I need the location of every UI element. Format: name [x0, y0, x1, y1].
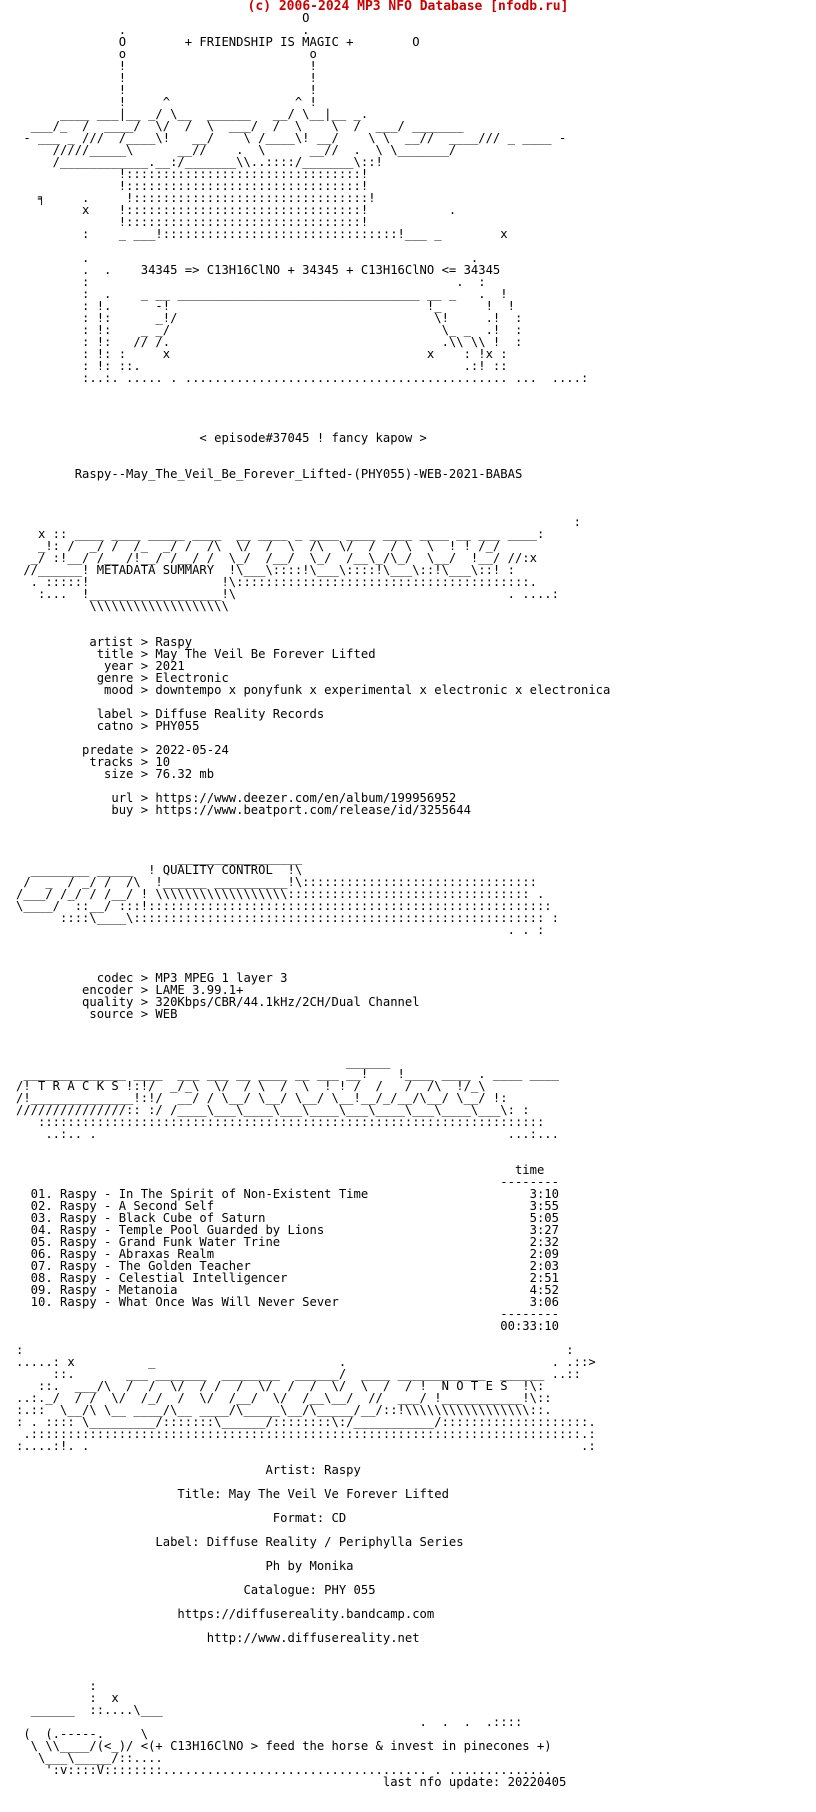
- nfo-line: : . _ __ _________________________________ __ _ . !: [16, 287, 508, 301]
- nfo-line: : !: ::. .:! ::: [16, 359, 508, 373]
- nfo-line: genre > Electronic: [16, 671, 229, 685]
- nfo-line: mood > downtempo x ponyfunk x experimental x electronic x electronica: [16, 683, 611, 697]
- nfo-line: ! ^ ^ !: [16, 95, 317, 109]
- nfo-line: url > https://www.deezer.com/en/album/199956952: [16, 791, 457, 805]
- nfo-line: : !: _ _/ \_ _ .! :: [16, 323, 523, 337]
- nfo-line: :.:: \__/\ \__ ____/\__ ____/\_____\__/\_____/__/::!\\\\\\\\\\\\\\\\\::.: [16, 1403, 552, 1417]
- nfo-line: ______: [16, 1055, 391, 1069]
- nfo-line: : !: : x x : !x :: [16, 347, 508, 361]
- nfo-line: //______! METADATA SUMMARY !\___\::::!\___\::::!\___\::!\___\::! :: [16, 563, 515, 577]
- site-header[interactable]: (c) 2006-2024 MP3 NFO Database [nfodb.ru]: [247, 0, 569, 14]
- nfo-line: . .: [16, 251, 479, 265]
- nfo-line: :... !__________________!\ . ....:: [16, 587, 559, 601]
- nfo-line: _!: / _/ / /_ _/ / /\ \/ / \ /\ \/ / / \ \ ! ! /_/: [16, 539, 508, 553]
- nfo-line: : . :::: \_________/:::::::\______/::::::::\:/___________/::::::::::::::::::::.: [16, 1415, 596, 1429]
- nfo-line: ( (.-----. \: [16, 1727, 149, 1741]
- nfo-line: /____________.__:/_______\\..::::/_______\::!: [16, 155, 383, 169]
- nfo-line: encoder > LAME 3.99.1+: [16, 983, 244, 997]
- nfo-line: : _ ___!::::::::::::::::::::::::::::::::!___ _ x: [16, 227, 508, 241]
- nfo-line: 07. Raspy - The Golden Teacher 2:03: [16, 1259, 559, 1273]
- nfo-line: ':v::::V::::::::.................................... . ..............: [16, 1763, 552, 1777]
- nfo-line: :..:. ..... . ............................................ ... ....:: [16, 371, 589, 385]
- nfo-line: year > 2021: [16, 659, 185, 673]
- nfo-line: last nfo update: 20220405: [16, 1775, 567, 1789]
- nfo-line: 04. Raspy - Temple Pool Guarded by Lions 3:27: [16, 1223, 559, 1237]
- nfo-line: \____/ ::__/ :::!:::::::::::::::::::::::::::::::::::::::::::::::::::::::: [16, 899, 552, 913]
- nfo-line: :: [16, 1679, 97, 1693]
- nfo-line: : !. -! !_ ! !: [16, 299, 515, 313]
- nfo-line: artist > Raspy: [16, 635, 193, 649]
- nfo-line: ______ ::....\___: [16, 1703, 163, 1717]
- nfo-line: ///////////////:: :/ /____\___\____\___\____\___\____\___\____\___\: :: [16, 1103, 530, 1117]
- nfo-line: _________________: [16, 851, 303, 865]
- nfo-line: . . 34345 => C13H16ClNO + 34345 + C13H16ClNO <= 34345: [16, 263, 501, 277]
- nfo-line: : . :: [16, 275, 486, 289]
- nfo-line: title > May The Veil Be Forever Lifted: [16, 647, 376, 661]
- nfo-line: http://www.diffusereality.net: [16, 1631, 420, 1645]
- nfo-line: ______________ ____ ___ ___ __ ____ __ ___ __! !____ ____ . ____ ____: [16, 1067, 559, 1081]
- nfo-line: - ___ _ /// /____\! __/ \ /____\! __/ \ \ __// ____/// _ ____ -: [16, 131, 567, 145]
- nfo-line: ! !: [16, 71, 317, 85]
- nfo-line: . . :: [16, 923, 545, 937]
- nfo-line: . . . .::::: [16, 1715, 523, 1729]
- nfo-line: O: [16, 11, 310, 25]
- nfo-line: x :: ____ ____ _____ ____ __ ____ _ ____ ____ ____ ____ __ ___ ____:: [16, 527, 545, 541]
- nfo-line: x !::::::::::::::::::::::::::::::::! .: [16, 203, 457, 217]
- nfo-line: .:::::::::::::::::::::::::::::::::::::::::::::::::::::::::::::::::::::::::::.:: [16, 1427, 596, 1441]
- nfo-line: _/ :!__/ /__ /!__/ /__/ / \_/ /__/ \_/ /__\_/\_/ \__/ !__/ //:x: [16, 551, 537, 565]
- nfo-line: \\\\\\\\\\\\\\\\\\\: [16, 599, 229, 613]
- nfo-line: O + FRIENDSHIP IS MAGIC + O: [16, 35, 420, 49]
- nfo-line: 06. Raspy - Abraxas Realm 2:09: [16, 1247, 559, 1261]
- nfo-line: .....: x _ . . .::>: [16, 1355, 596, 1369]
- nfo-line: : x: [16, 1691, 119, 1705]
- nfo-line: tracks > 10: [16, 755, 171, 769]
- nfo-line: 09. Raspy - Metanoia 4:52: [16, 1283, 559, 1297]
- nfo-line: 01. Raspy - In The Spirit of Non-Existent Time 3:10: [16, 1187, 559, 1201]
- nfo-line: :....:!. . .:: [16, 1439, 596, 1453]
- nfo-line: 00:33:10: [16, 1319, 559, 1333]
- nfo-line: 08. Raspy - Celestial Intelligencer 2:51: [16, 1271, 559, 1285]
- nfo-line: : :: [16, 1343, 574, 1357]
- nfo-ascii-art: [16, 12, 610, 1788]
- nfo-line: \___\_____/::....: [16, 1751, 530, 1765]
- nfo-line: /!______________!:!/ __/ / \__/ \__/ \__/ \__!__/_/__/\__/ \__/ !:: [16, 1091, 508, 1105]
- nfo-line: quality > 320Kbps/CBR/44.1kHz/2CH/Dual Channel: [16, 995, 420, 1009]
- nfo-line: Label: Diffuse Reality / Periphylla Series: [16, 1535, 464, 1549]
- nfo-line: ___/_ / ____/ \/ / \ ___/ / \ \ / ___/ _______: [16, 119, 464, 133]
- nfo-line: size > 76.32 mb: [16, 767, 215, 781]
- nfo-line: :::::::::::::::::::::::::::::::::::::::::::::::::::::::::::::::::::::: [16, 1115, 545, 1129]
- nfo-line: /! T R A C K S !:!/ _/_\ \/ / \ / \ ! ! / / / /\ !/_\: [16, 1079, 486, 1093]
- nfo-line: --------: [16, 1307, 559, 1321]
- nfo-line: < episode#37045 ! fancy kapow >: [16, 431, 427, 445]
- nfo-line: o o: [16, 47, 317, 61]
- nfo-line: Format: CD: [16, 1511, 347, 1525]
- nfo-line: Title: May The Veil Ve Forever Lifted: [16, 1487, 449, 1501]
- nfo-line: ..:.. . ...:...: [16, 1127, 559, 1141]
- nfo-line: /___/ /_/ / /__/ ! \\\\\\\\\\\\\\\\\\::::::::::::::::::::::::::::::::: .: [16, 887, 545, 901]
- nfo-line: ! !: [16, 83, 317, 97]
- nfo-line: : !: // /. .\\ \\ ! :: [16, 335, 523, 349]
- nfo-line: . :::::! !\::::::::::::::::::::::::::::::::::::::::.: [16, 575, 537, 589]
- nfo-line: Catalogue: PHY 055: [16, 1583, 376, 1597]
- nfo-line: Raspy--May_The_Veil_Be_Forever_Lifted-(PHY055)-WEB-2021-BABAS: [16, 467, 523, 481]
- nfo-line: 02. Raspy - A Second Self 3:55: [16, 1199, 559, 1213]
- nfo-line: Ph by Monika: [16, 1559, 354, 1573]
- nfo-line: ____ ___|__ _/ \__ ______ __/ \__|__ _.: [16, 107, 369, 121]
- nfo-line: source > WEB: [16, 1007, 178, 1021]
- nfo-line: buy > https://www.beatport.com/release/id/3255644: [16, 803, 471, 817]
- nfo-line: predate > 2022-05-24: [16, 743, 229, 757]
- nfo-line: ________ _____ ! QUALITY CONTROL !\: [16, 863, 303, 877]
- nfo-line: !::::::::::::::::::::::::::::::::!: [16, 215, 369, 229]
- nfo-line: --------: [16, 1175, 559, 1189]
- nfo-line: / _ / _/ / /\ !______ __________!\::::::::::::::::::::::::::::::::: [16, 875, 537, 889]
- nfo-line: !::::::::::::::::::::::::::::::::!: [16, 179, 369, 193]
- nfo-line: : !: _!/ \! .! :: [16, 311, 523, 325]
- nfo-line: :: [16, 515, 581, 529]
- nfo-line: !::::::::::::::::::::::::::::::::!: [16, 167, 369, 181]
- nfo-line: 10. Raspy - What Once Was Will Never Sever 3:06: [16, 1295, 559, 1309]
- nfo-line: https://diffusereality.bandcamp.com: [16, 1607, 435, 1621]
- nfo-line: ::. ___/\ / / \/ / / / \/ / / \/ \ / / ! N O T E S !\:: [16, 1379, 545, 1393]
- nfo-line: /////_____\ __// . \ __// . \ \_______/: [16, 143, 457, 157]
- nfo-line: 03. Raspy - Black Cube of Saturn 5:05: [16, 1211, 559, 1225]
- nfo-line: ::::\____\:::::::::::::::::::::::::::::::::::::::::::::::::::::::: :: [16, 911, 559, 925]
- nfo-line: . .: [16, 23, 310, 37]
- nfo-line: label > Diffuse Reality Records: [16, 707, 325, 721]
- nfo-line: Artist: Raspy: [16, 1463, 361, 1477]
- nfo-line: ! !: [16, 59, 317, 73]
- nfo-line: catno > PHY055: [16, 719, 200, 733]
- nfo-line: \ \\____/(<_)/ <(+ C13H16ClNO > feed the horse & invest in pinecones +): [16, 1739, 552, 1753]
- nfo-line: time: [16, 1163, 545, 1177]
- nfo-line: ::. ___ _______ ________ ______/ ____ ____________ ______ ..::: [16, 1367, 581, 1381]
- nfo-line: codec > MP3 MPEG 1 layer 3: [16, 971, 288, 985]
- nfo-line: ╕ . !::::::::::::::::::::::::::::::::!: [16, 191, 376, 205]
- nfo-line: ..:._/ / / \/ /_/ / \/ /__/ \/ /__\__/ // ___/ !___________!\::: [16, 1391, 552, 1405]
- nfo-line: 05. Raspy - Grand Funk Water Trine 2:32: [16, 1235, 559, 1249]
